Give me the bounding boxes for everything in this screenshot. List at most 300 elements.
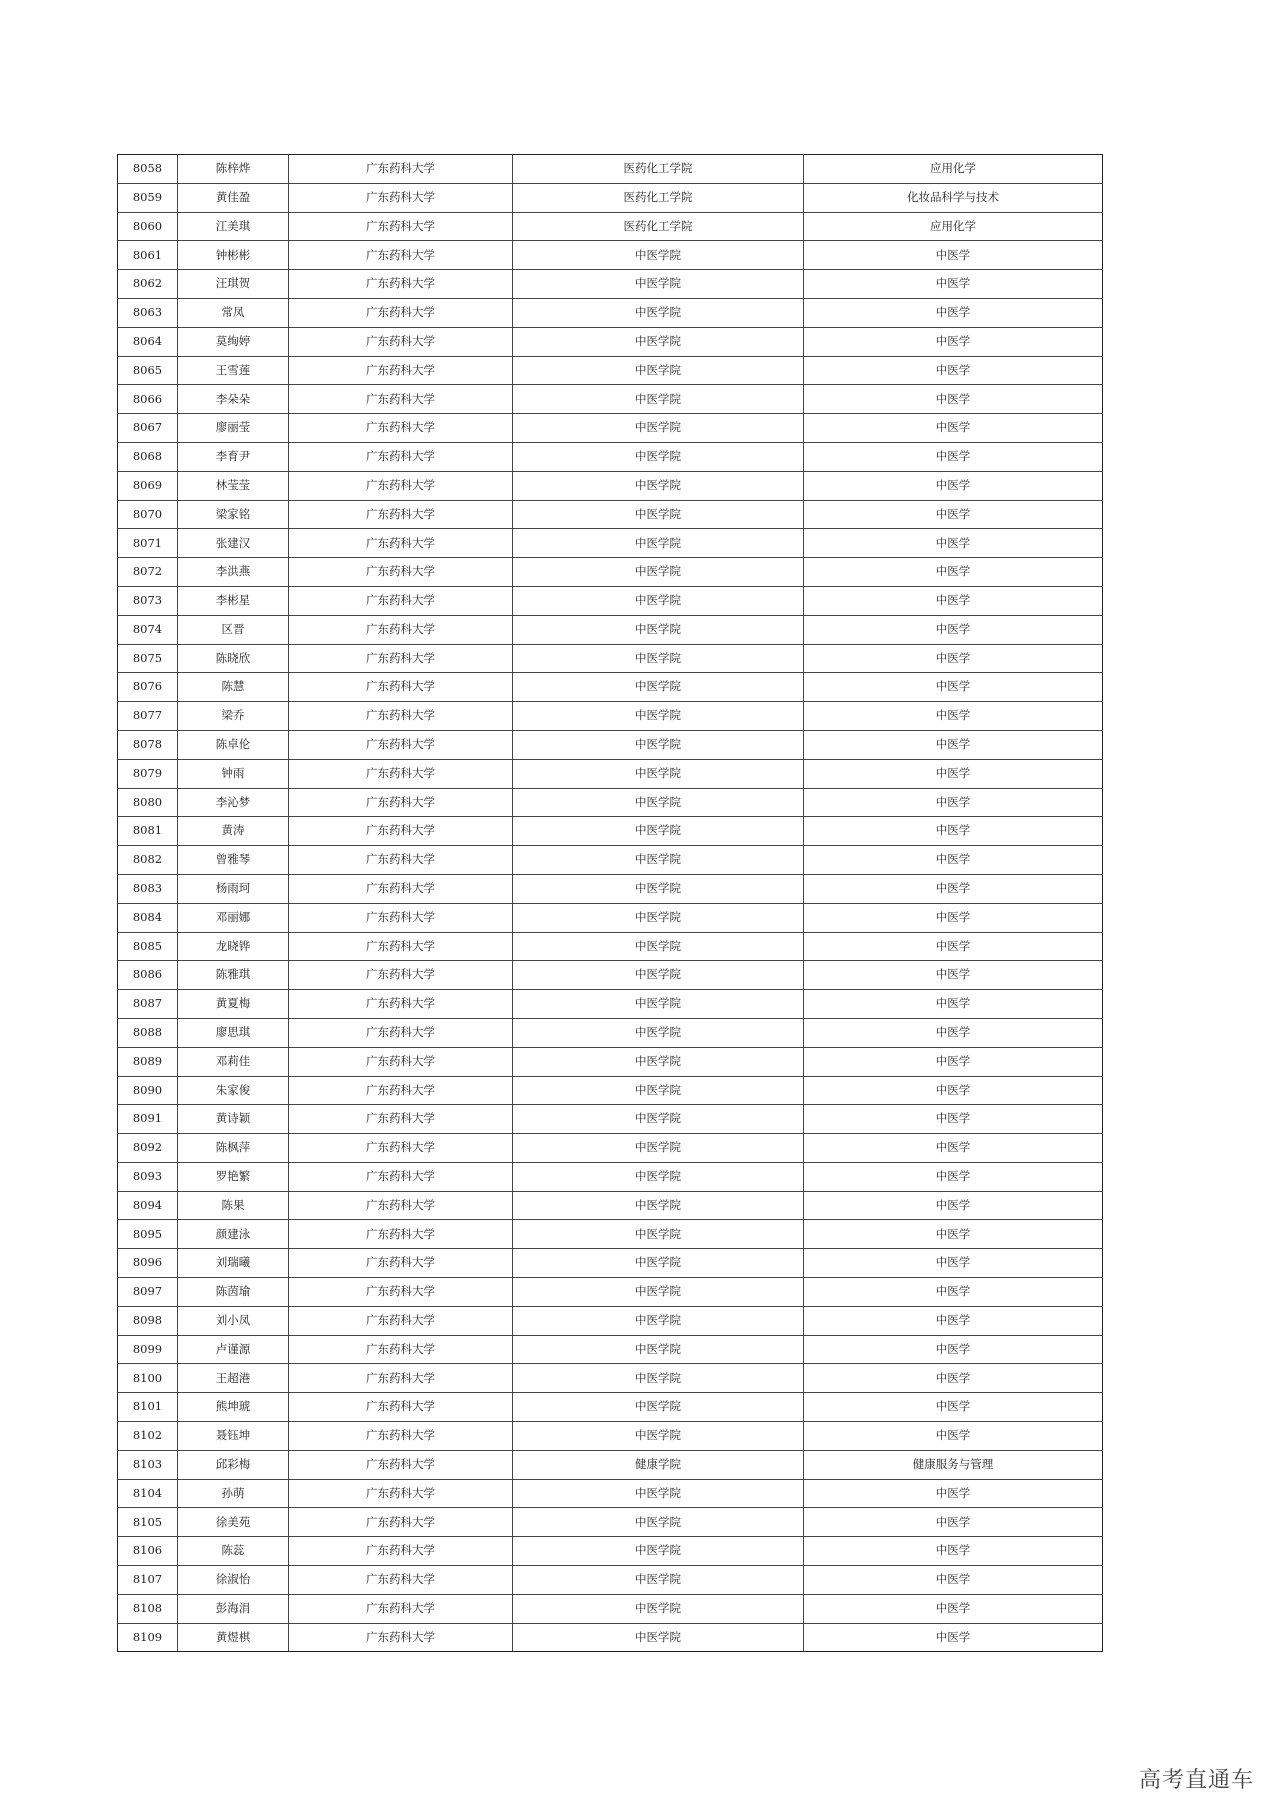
row-number-cell: 8066 (118, 385, 178, 414)
student-name-cell: 熊坤琥 (178, 1393, 289, 1422)
student-name-cell: 黄佳盈 (178, 183, 289, 212)
major-cell: 中医学 (804, 1018, 1103, 1047)
major-cell: 应用化学 (804, 212, 1103, 241)
university-cell: 广东药科大学 (289, 673, 513, 702)
university-cell: 广东药科大学 (289, 1278, 513, 1307)
major-cell: 中医学 (804, 1191, 1103, 1220)
row-number-cell: 8067 (118, 414, 178, 443)
college-cell: 中医学院 (513, 471, 804, 500)
university-cell: 广东药科大学 (289, 212, 513, 241)
college-cell: 中医学院 (513, 673, 804, 702)
table-row (118, 615, 1103, 644)
university-cell: 广东药科大学 (289, 1393, 513, 1422)
table-row (118, 1306, 1103, 1335)
university-cell: 广东药科大学 (289, 270, 513, 299)
university-cell: 广东药科大学 (289, 1508, 513, 1537)
student-name-cell: 黄夏梅 (178, 990, 289, 1019)
table-row (118, 1191, 1103, 1220)
major-cell: 中医学 (804, 673, 1103, 702)
row-number-cell: 8069 (118, 471, 178, 500)
major-cell: 中医学 (804, 1134, 1103, 1163)
major-cell: 中医学 (804, 644, 1103, 673)
university-cell: 广东药科大学 (289, 1191, 513, 1220)
university-cell: 广东药科大学 (289, 529, 513, 558)
row-number-cell: 8104 (118, 1479, 178, 1508)
college-cell: 中医学院 (513, 298, 804, 327)
row-number-cell: 8059 (118, 183, 178, 212)
row-number-cell: 8061 (118, 241, 178, 270)
student-name-cell: 邓莉佳 (178, 1047, 289, 1076)
row-number-cell: 8071 (118, 529, 178, 558)
college-cell: 中医学院 (513, 1105, 804, 1134)
university-cell: 广东药科大学 (289, 730, 513, 759)
student-name-cell: 常凤 (178, 298, 289, 327)
row-number-cell: 8062 (118, 270, 178, 299)
major-cell: 中医学 (804, 1047, 1103, 1076)
table-row (118, 817, 1103, 846)
student-name-cell: 邱彩梅 (178, 1450, 289, 1479)
table-row (118, 1105, 1103, 1134)
table-row (118, 500, 1103, 529)
row-number-cell: 8107 (118, 1566, 178, 1595)
student-name-cell: 陈果 (178, 1191, 289, 1220)
university-cell: 广东药科大学 (289, 1047, 513, 1076)
college-cell: 中医学院 (513, 702, 804, 731)
student-name-cell: 汪琪贺 (178, 270, 289, 299)
table-row (118, 270, 1103, 299)
university-cell: 广东药科大学 (289, 155, 513, 184)
student-name-cell: 李沁梦 (178, 788, 289, 817)
university-cell: 广东药科大学 (289, 1162, 513, 1191)
university-cell: 广东药科大学 (289, 183, 513, 212)
major-cell: 中医学 (804, 990, 1103, 1019)
table-row (118, 874, 1103, 903)
college-cell: 中医学院 (513, 1076, 804, 1105)
university-cell: 广东药科大学 (289, 500, 513, 529)
university-cell: 广东药科大学 (289, 615, 513, 644)
college-cell: 中医学院 (513, 1364, 804, 1393)
major-cell: 中医学 (804, 1105, 1103, 1134)
row-number-cell: 8087 (118, 990, 178, 1019)
row-number-cell: 8086 (118, 961, 178, 990)
major-cell: 中医学 (804, 1278, 1103, 1307)
college-cell: 中医学院 (513, 1220, 804, 1249)
row-number-cell: 8065 (118, 356, 178, 385)
row-number-cell: 8103 (118, 1450, 178, 1479)
student-list-table (117, 154, 1103, 1652)
table-row (118, 1364, 1103, 1393)
major-cell: 中医学 (804, 1422, 1103, 1451)
student-name-cell: 陈枫萍 (178, 1134, 289, 1163)
student-name-cell: 龙晓铧 (178, 932, 289, 961)
row-number-cell: 8084 (118, 903, 178, 932)
college-cell: 中医学院 (513, 1508, 804, 1537)
row-number-cell: 8074 (118, 615, 178, 644)
major-cell: 中医学 (804, 442, 1103, 471)
major-cell: 中医学 (804, 759, 1103, 788)
university-cell: 广东药科大学 (289, 558, 513, 587)
row-number-cell: 8105 (118, 1508, 178, 1537)
university-cell: 广东药科大学 (289, 1220, 513, 1249)
table-row (118, 673, 1103, 702)
table-row (118, 1594, 1103, 1623)
row-number-cell: 8083 (118, 874, 178, 903)
major-cell: 中医学 (804, 817, 1103, 846)
college-cell: 中医学院 (513, 730, 804, 759)
university-cell: 广东药科大学 (289, 1306, 513, 1335)
row-number-cell: 8109 (118, 1623, 178, 1652)
college-cell: 中医学院 (513, 903, 804, 932)
university-cell: 广东药科大学 (289, 846, 513, 875)
student-name-cell: 罗艳繁 (178, 1162, 289, 1191)
college-cell: 中医学院 (513, 327, 804, 356)
major-cell: 中医学 (804, 1566, 1103, 1595)
row-number-cell: 8079 (118, 759, 178, 788)
student-name-cell: 邓丽娜 (178, 903, 289, 932)
student-name-cell: 刘小凤 (178, 1306, 289, 1335)
table-row (118, 298, 1103, 327)
major-cell: 中医学 (804, 241, 1103, 270)
university-cell: 广东药科大学 (289, 327, 513, 356)
major-cell: 健康服务与管理 (804, 1450, 1103, 1479)
university-cell: 广东药科大学 (289, 1566, 513, 1595)
college-cell: 中医学院 (513, 1278, 804, 1307)
table-row (118, 759, 1103, 788)
major-cell: 中医学 (804, 874, 1103, 903)
college-cell: 中医学院 (513, 932, 804, 961)
table-row (118, 1508, 1103, 1537)
row-number-cell: 8096 (118, 1249, 178, 1278)
college-cell: 中医学院 (513, 644, 804, 673)
college-cell: 中医学院 (513, 1306, 804, 1335)
university-cell: 广东药科大学 (289, 817, 513, 846)
table-row (118, 1335, 1103, 1364)
table-row (118, 1278, 1103, 1307)
college-cell: 中医学院 (513, 990, 804, 1019)
university-cell: 广东药科大学 (289, 414, 513, 443)
major-cell: 中医学 (804, 1335, 1103, 1364)
university-cell: 广东药科大学 (289, 990, 513, 1019)
student-name-cell: 钟彬彬 (178, 241, 289, 270)
table-row (118, 471, 1103, 500)
student-name-cell: 徐淑怡 (178, 1566, 289, 1595)
major-cell: 中医学 (804, 615, 1103, 644)
row-number-cell: 8106 (118, 1537, 178, 1566)
row-number-cell: 8095 (118, 1220, 178, 1249)
college-cell: 中医学院 (513, 759, 804, 788)
university-cell: 广东药科大学 (289, 874, 513, 903)
major-cell: 中医学 (804, 961, 1103, 990)
college-cell: 中医学院 (513, 1335, 804, 1364)
student-name-cell: 林莹莹 (178, 471, 289, 500)
university-cell: 广东药科大学 (289, 471, 513, 500)
college-cell: 医药化工学院 (513, 155, 804, 184)
university-cell: 广东药科大学 (289, 1450, 513, 1479)
row-number-cell: 8064 (118, 327, 178, 356)
student-name-cell: 莫绚婷 (178, 327, 289, 356)
table-row (118, 730, 1103, 759)
student-name-cell: 廖思琪 (178, 1018, 289, 1047)
row-number-cell: 8072 (118, 558, 178, 587)
table-row (118, 644, 1103, 673)
major-cell: 中医学 (804, 298, 1103, 327)
university-cell: 广东药科大学 (289, 356, 513, 385)
student-name-cell: 区晋 (178, 615, 289, 644)
college-cell: 中医学院 (513, 586, 804, 615)
university-cell: 广东药科大学 (289, 385, 513, 414)
table-row (118, 529, 1103, 558)
row-number-cell: 8094 (118, 1191, 178, 1220)
major-cell: 中医学 (804, 558, 1103, 587)
row-number-cell: 8101 (118, 1393, 178, 1422)
major-cell: 中医学 (804, 356, 1103, 385)
row-number-cell: 8100 (118, 1364, 178, 1393)
college-cell: 中医学院 (513, 1134, 804, 1163)
table-row (118, 702, 1103, 731)
row-number-cell: 8078 (118, 730, 178, 759)
row-number-cell: 8060 (118, 212, 178, 241)
major-cell: 中医学 (804, 932, 1103, 961)
row-number-cell: 8068 (118, 442, 178, 471)
table-row (118, 1422, 1103, 1451)
college-cell: 中医学院 (513, 615, 804, 644)
table-row (118, 241, 1103, 270)
table-row (118, 1018, 1103, 1047)
student-name-cell: 卢谨源 (178, 1335, 289, 1364)
major-cell: 中医学 (804, 1479, 1103, 1508)
table-row (118, 155, 1103, 184)
table-row (118, 183, 1103, 212)
row-number-cell: 8099 (118, 1335, 178, 1364)
student-name-cell: 杨雨珂 (178, 874, 289, 903)
table-row (118, 990, 1103, 1019)
university-cell: 广东药科大学 (289, 586, 513, 615)
table-row (118, 1076, 1103, 1105)
major-cell: 中医学 (804, 529, 1103, 558)
student-name-cell: 廖丽莹 (178, 414, 289, 443)
major-cell: 中医学 (804, 327, 1103, 356)
university-cell: 广东药科大学 (289, 298, 513, 327)
university-cell: 广东药科大学 (289, 1105, 513, 1134)
student-name-cell: 陈雅琪 (178, 961, 289, 990)
major-cell: 中医学 (804, 1393, 1103, 1422)
major-cell: 中医学 (804, 1162, 1103, 1191)
row-number-cell: 8093 (118, 1162, 178, 1191)
table-row (118, 327, 1103, 356)
row-number-cell: 8081 (118, 817, 178, 846)
table-row (118, 1393, 1103, 1422)
university-cell: 广东药科大学 (289, 1335, 513, 1364)
university-cell: 广东药科大学 (289, 961, 513, 990)
college-cell: 中医学院 (513, 1249, 804, 1278)
major-cell: 中医学 (804, 385, 1103, 414)
college-cell: 中医学院 (513, 442, 804, 471)
table-row (118, 1162, 1103, 1191)
table-row (118, 1537, 1103, 1566)
table-row (118, 1047, 1103, 1076)
college-cell: 医药化工学院 (513, 212, 804, 241)
row-number-cell: 8076 (118, 673, 178, 702)
college-cell: 中医学院 (513, 1623, 804, 1652)
major-cell: 中医学 (804, 1076, 1103, 1105)
college-cell: 中医学院 (513, 558, 804, 587)
college-cell: 健康学院 (513, 1450, 804, 1479)
major-cell: 应用化学 (804, 155, 1103, 184)
student-name-cell: 陈晓欣 (178, 644, 289, 673)
major-cell: 中医学 (804, 1249, 1103, 1278)
row-number-cell: 8089 (118, 1047, 178, 1076)
student-name-cell: 王超港 (178, 1364, 289, 1393)
college-cell: 中医学院 (513, 241, 804, 270)
university-cell: 广东药科大学 (289, 1537, 513, 1566)
row-number-cell: 8102 (118, 1422, 178, 1451)
college-cell: 中医学院 (513, 788, 804, 817)
table-row (118, 442, 1103, 471)
university-cell: 广东药科大学 (289, 759, 513, 788)
college-cell: 中医学院 (513, 1566, 804, 1595)
watermark-text: 高考直通车 (1138, 1768, 1254, 1793)
major-cell: 中医学 (804, 1220, 1103, 1249)
major-cell: 中医学 (804, 414, 1103, 443)
college-cell: 医药化工学院 (513, 183, 804, 212)
major-cell: 中医学 (804, 500, 1103, 529)
university-cell: 广东药科大学 (289, 1076, 513, 1105)
row-number-cell: 8070 (118, 500, 178, 529)
university-cell: 广东药科大学 (289, 644, 513, 673)
student-name-cell: 王雪莲 (178, 356, 289, 385)
college-cell: 中医学院 (513, 817, 804, 846)
table-row (118, 788, 1103, 817)
table-row (118, 385, 1103, 414)
student-name-cell: 陈蕊 (178, 1537, 289, 1566)
major-cell: 中医学 (804, 788, 1103, 817)
table-row (118, 961, 1103, 990)
college-cell: 中医学院 (513, 1047, 804, 1076)
major-cell: 化妆品科学与技术 (804, 183, 1103, 212)
table-row (118, 356, 1103, 385)
college-cell: 中医学院 (513, 1393, 804, 1422)
major-cell: 中医学 (804, 1306, 1103, 1335)
table-row (118, 1134, 1103, 1163)
row-number-cell: 8058 (118, 155, 178, 184)
student-name-cell: 黄涛 (178, 817, 289, 846)
student-name-cell: 颜建泳 (178, 1220, 289, 1249)
university-cell: 广东药科大学 (289, 932, 513, 961)
row-number-cell: 8063 (118, 298, 178, 327)
student-name-cell: 江美琪 (178, 212, 289, 241)
college-cell: 中医学院 (513, 1594, 804, 1623)
university-cell: 广东药科大学 (289, 241, 513, 270)
table-row (118, 586, 1103, 615)
student-name-cell: 曾雅琴 (178, 846, 289, 875)
student-name-cell: 张建汉 (178, 529, 289, 558)
table-row (118, 1450, 1103, 1479)
row-number-cell: 8097 (118, 1278, 178, 1307)
college-cell: 中医学院 (513, 1422, 804, 1451)
college-cell: 中医学院 (513, 1018, 804, 1047)
student-name-cell: 陈梓烨 (178, 155, 289, 184)
row-number-cell: 8075 (118, 644, 178, 673)
college-cell: 中医学院 (513, 1537, 804, 1566)
student-name-cell: 孙萌 (178, 1479, 289, 1508)
student-name-cell: 李朵朵 (178, 385, 289, 414)
university-cell: 广东药科大学 (289, 1479, 513, 1508)
major-cell: 中医学 (804, 1508, 1103, 1537)
row-number-cell: 8085 (118, 932, 178, 961)
university-cell: 广东药科大学 (289, 1594, 513, 1623)
university-cell: 广东药科大学 (289, 788, 513, 817)
college-cell: 中医学院 (513, 270, 804, 299)
row-number-cell: 8091 (118, 1105, 178, 1134)
student-name-cell: 李洪燕 (178, 558, 289, 587)
student-name-cell: 钟雨 (178, 759, 289, 788)
university-cell: 广东药科大学 (289, 1364, 513, 1393)
college-cell: 中医学院 (513, 1162, 804, 1191)
major-cell: 中医学 (804, 1537, 1103, 1566)
row-number-cell: 8090 (118, 1076, 178, 1105)
college-cell: 中医学院 (513, 500, 804, 529)
major-cell: 中医学 (804, 1364, 1103, 1393)
major-cell: 中医学 (804, 586, 1103, 615)
table-row (118, 558, 1103, 587)
major-cell: 中医学 (804, 730, 1103, 759)
university-cell: 广东药科大学 (289, 1249, 513, 1278)
university-cell: 广东药科大学 (289, 903, 513, 932)
university-cell: 广东药科大学 (289, 442, 513, 471)
student-name-cell: 陈卓伦 (178, 730, 289, 759)
student-name-cell: 梁家铭 (178, 500, 289, 529)
table-row (118, 932, 1103, 961)
table-row (118, 1623, 1103, 1652)
student-name-cell: 李育尹 (178, 442, 289, 471)
table-row (118, 414, 1103, 443)
college-cell: 中医学院 (513, 961, 804, 990)
college-cell: 中医学院 (513, 846, 804, 875)
university-cell: 广东药科大学 (289, 1422, 513, 1451)
row-number-cell: 8092 (118, 1134, 178, 1163)
college-cell: 中医学院 (513, 356, 804, 385)
row-number-cell: 8082 (118, 846, 178, 875)
university-cell: 广东药科大学 (289, 1623, 513, 1652)
table-row (118, 1566, 1103, 1595)
row-number-cell: 8080 (118, 788, 178, 817)
major-cell: 中医学 (804, 846, 1103, 875)
table-row (118, 846, 1103, 875)
student-name-cell: 李彬星 (178, 586, 289, 615)
table-body (118, 155, 1103, 1652)
university-cell: 广东药科大学 (289, 702, 513, 731)
student-name-cell: 徐美苑 (178, 1508, 289, 1537)
major-cell: 中医学 (804, 1594, 1103, 1623)
college-cell: 中医学院 (513, 874, 804, 903)
student-name-cell: 朱家俊 (178, 1076, 289, 1105)
row-number-cell: 8108 (118, 1594, 178, 1623)
row-number-cell: 8088 (118, 1018, 178, 1047)
college-cell: 中医学院 (513, 385, 804, 414)
major-cell: 中医学 (804, 471, 1103, 500)
table-row (118, 1220, 1103, 1249)
table-row (118, 1479, 1103, 1508)
major-cell: 中医学 (804, 702, 1103, 731)
row-number-cell: 8073 (118, 586, 178, 615)
college-cell: 中医学院 (513, 529, 804, 558)
major-cell: 中医学 (804, 1623, 1103, 1652)
college-cell: 中医学院 (513, 1191, 804, 1220)
college-cell: 中医学院 (513, 1479, 804, 1508)
university-cell: 广东药科大学 (289, 1018, 513, 1047)
major-cell: 中医学 (804, 903, 1103, 932)
student-name-cell: 彭海涓 (178, 1594, 289, 1623)
